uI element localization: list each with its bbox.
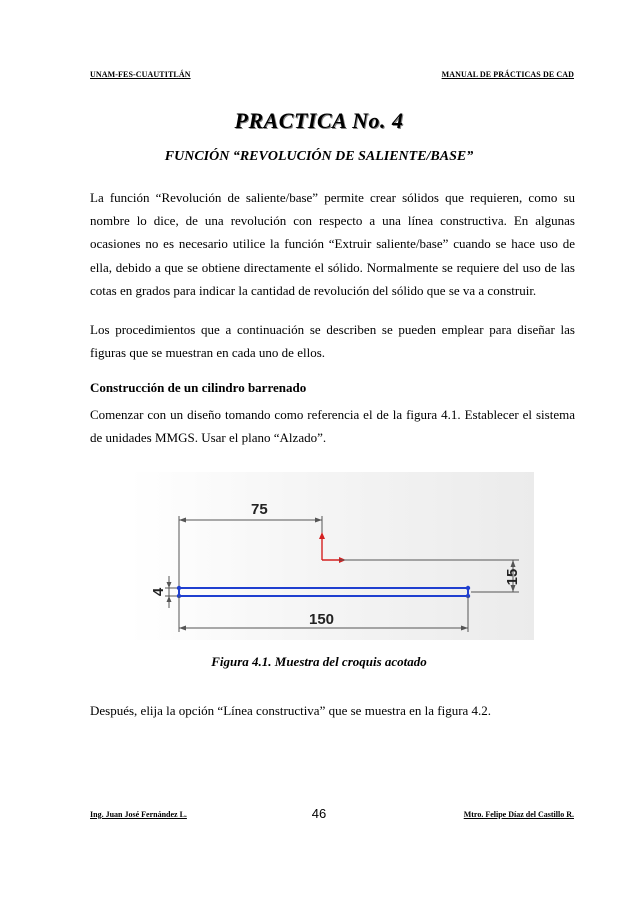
dimension-150-label: 150 <box>309 611 335 628</box>
figure-caption: Figura 4.1. Muestra del croquis acotado <box>211 654 427 669</box>
sketch-figure <box>129 472 534 640</box>
header-right: MANUAL DE PRÁCTICAS DE CAD <box>441 70 574 79</box>
paragraph-intro: La función “Revolución de saliente/base” permite crear sólidos que requieren, como su nombre lo dice, de una revolución con respecto a una línea constructiva. En algunas ocasiones no es necesario utilice la función “Extruir saliente/base” cuando se hace uso de ella, debido a que se obtiene directamente el sólido. Normalmente se requiere del uso de las cotas en grados para indicar la cantidad de revolución del sólido que se va a construir. <box>90 190 575 298</box>
dimension-4-label: 4 <box>150 587 167 597</box>
footer-right: Mtro. Felipe Díaz del Castillo R. <box>463 810 574 819</box>
footer-left: Ing. Juan José Fernández L. <box>90 810 187 819</box>
paragraph-instructions: Comenzar con un diseño tomando como referencia el de la figura 4.1. Establecer el sistema de unidades MMGS. Usar el plano “Alzado”. <box>90 407 575 446</box>
sketch-drawing <box>129 472 534 640</box>
page-number: 46 <box>311 806 327 821</box>
header-left: UNAM-FES-CUAUTITLÁN <box>90 70 191 79</box>
dimension-15-label: 15 <box>504 568 521 586</box>
dimension-75-label: 75 <box>251 501 268 518</box>
page-subtitle: FUNCIÓN “REVOLUCIÓN DE SALIENTE/BASE” <box>164 149 474 164</box>
section-heading: Construcción de un cilindro barrenado <box>90 380 307 395</box>
paragraph-next-step: Después, elija la opción “Línea constructiva” que se muestra en la figura 4.2. <box>90 703 492 718</box>
page-title: PRACTICA No. 4 <box>234 108 404 133</box>
paragraph-procedures: Los procedimientos que a continuación se describen se pueden emplear para diseñar las figuras que se muestran en cada uno de ellos. <box>90 322 575 361</box>
